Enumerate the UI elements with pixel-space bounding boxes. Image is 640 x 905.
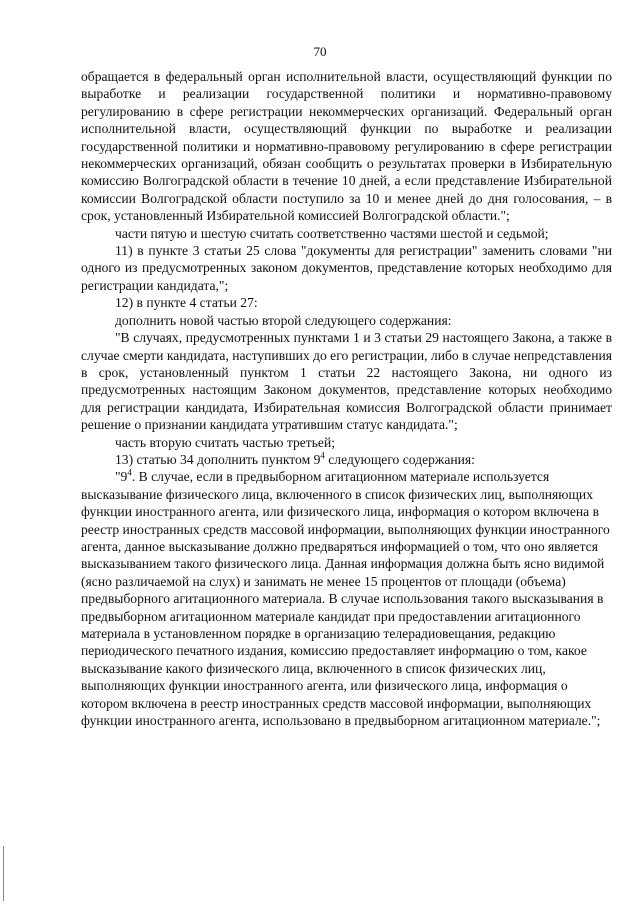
item-13-superscript: 4	[320, 450, 325, 461]
paragraph-item-12: 12) в пункте 4 статьи 27:	[115, 295, 258, 311]
page-number: 70	[313, 44, 327, 59]
paragraph-item-13	[81, 451, 612, 468]
scan-edge-mark	[3, 846, 4, 901]
paragraph-renumber-part-three: часть вторую считать частью третьей;	[115, 434, 336, 450]
point-9-4-prefix: "9	[115, 469, 128, 485]
document-body	[81, 68, 612, 729]
item-13-text: 13) статью 34 дополнить пунктом 9	[115, 451, 321, 467]
paragraph-continuation: обращается в федеральный орган исполнительной власти, осуществляющий функции по выработке и реализации государственной политики и нормативно-правовому регулированию в сфере регистрации некоммерческих организаций. Федеральный орган исполнительной власти, осуществляющий функции по выработке и реализации государственной политики и нормативно-правовому регулированию в сфере регистрации некоммерческих организаций, обязан сообщить о результатах проверки в Избирательную комиссию Волгоградской области в течение 10 дней, а если представление Избирательной комиссии Волгоградской области поступило за 10 и менее дней до дня голосования, – в срок, установленный Избирательной комиссией Волгоградской области.";	[81, 69, 612, 224]
paragraph-add-part-two: дополнить новой частью второй следующего содержания:	[115, 312, 452, 328]
point-9-4-superscript: 4	[127, 467, 132, 478]
paragraph-renumber-parts: части пятую и шестую считать соответственно частями шестой и седьмой;	[115, 225, 549, 241]
item-13-text-end: следующего содержания:	[324, 451, 475, 467]
paragraph-item-11: 11) в пункте 3 статьи 25 слова "документы для регистрации" заменить словами "ни одного из предусмотренных законом документов, представление которых необходимо для регистрации кандидата,";	[81, 243, 612, 293]
point-9-4-text: . В случае, если в предвыборном агитационном материале используется высказывание физического лица, включенного в список физических лиц, выполняющих функции иностранного агента, или физического лица, информация о котором включена в реестр иностранных средств массовой информации, выполняющих функции иностранного агента, данное высказывание должно предваряться информацией о том, что оно является высказыванием такого физического лица. Данная информация должна быть ясно видимой (ясно различаемой на слух) и занимать не менее 15 процентов от площади (объема) предвыборного агитационного материала. В случае использования такого высказывания в предвыборном агитационном материале кандидат при предоставлении агитационного материала в установленном порядке в организацию телерадиовещания, редакцию периодического печатного издания, комиссию предоставляет информацию о том, какое высказывание какого физического лица, включенного в список физических лиц, выполняющих функции иностранного агента, или физического лица, информация о котором включена в реестр иностранных средств массовой информации, выполняющих функции иностранного агента, использовано в предвыборном агитационном материале.";	[81, 469, 610, 729]
paragraph-point-9-4	[81, 468, 612, 729]
paragraph-quoted-part-two: "В случаях, предусмотренных пунктами 1 и 3 статьи 29 настоящего Закона, а также в случае смерти кандидата, наступивших до его регистрации, либо в случае непредставления в срок, установленный пунктом 1 статьи 22 настоящего Закона, ни одного из предусмотренных настоящим Законом документов, представление которых необходимо для регистрации кандидата, Избирательная комиссия Волгоградской области принимает решение о признании кандидата утратившим статус кандидата.";	[81, 330, 612, 433]
